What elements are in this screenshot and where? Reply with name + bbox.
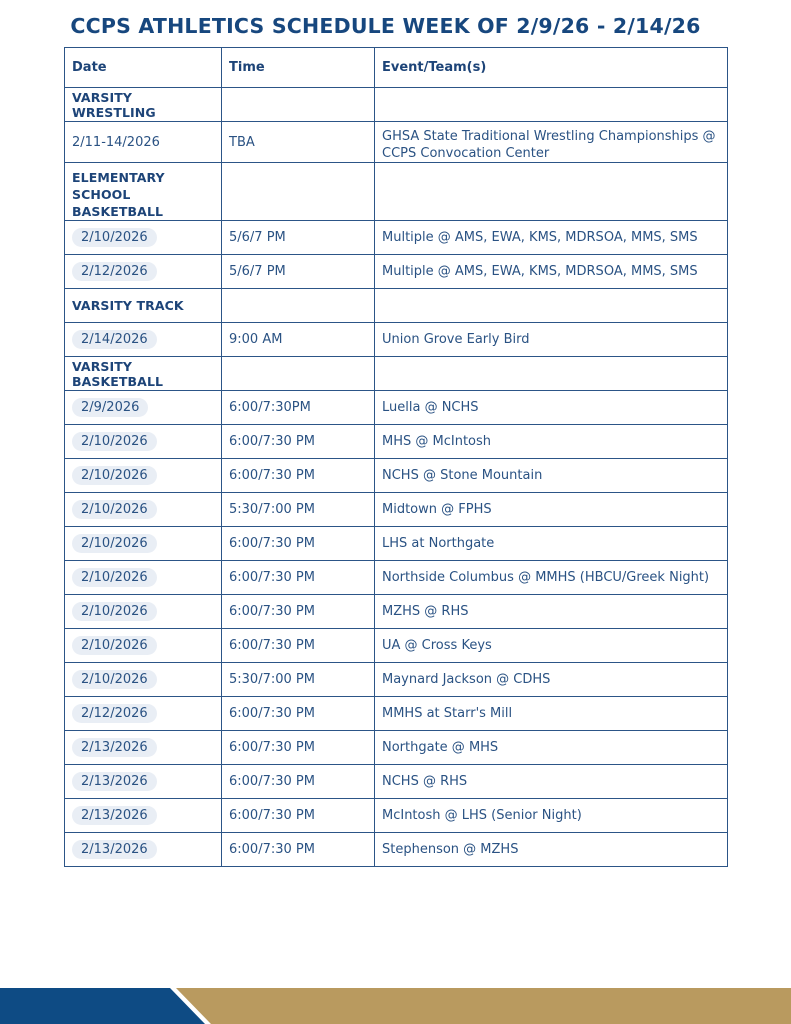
column-header-date: Date: [65, 48, 222, 88]
time-cell: 6:00/7:30 PM: [222, 697, 375, 731]
date-pill: 2/10/2026: [72, 534, 157, 553]
event-cell: McIntosh @ LHS (Senior Night): [375, 799, 728, 833]
date-cell: [65, 663, 222, 697]
date-cell: [65, 221, 222, 255]
time-cell: 6:00/7:30 PM: [222, 629, 375, 663]
date-cell: [65, 731, 222, 765]
event-cell: Luella @ NCHS: [375, 391, 728, 425]
date-pill: 2/13/2026: [72, 806, 157, 825]
event-cell: Maynard Jackson @ CDHS: [375, 663, 728, 697]
event-cell: Midtown @ FPHS: [375, 493, 728, 527]
section-title-line: ELEMENTARY: [72, 170, 165, 185]
time-cell: 6:00/7:30 PM: [222, 799, 375, 833]
empty-cell: [375, 357, 728, 391]
column-header-time: Time: [222, 48, 375, 88]
column-header-event: Event/Team(s): [375, 48, 728, 88]
event-cell: Stephenson @ MZHS: [375, 833, 728, 867]
table-row: [65, 323, 728, 357]
section-title: VARSITY BASKETBALL: [65, 357, 222, 391]
page-title: CCPS ATHLETICS SCHEDULE WEEK OF 2/9/26 - 2/14/26: [70, 14, 701, 38]
date-pill: 2/10/2026: [72, 228, 157, 247]
event-cell: MMHS at Starr's Mill: [375, 697, 728, 731]
table-row: [65, 595, 728, 629]
table-row: [65, 255, 728, 289]
date-pill: 2/10/2026: [72, 670, 157, 689]
schedule-table: [64, 47, 728, 867]
table-row: [65, 765, 728, 799]
table-row: [65, 697, 728, 731]
date-cell: [65, 459, 222, 493]
time-cell: TBA: [222, 122, 375, 163]
date-cell: [65, 765, 222, 799]
date-cell: [65, 833, 222, 867]
date-cell: [65, 629, 222, 663]
time-cell: 6:00/7:30 PM: [222, 765, 375, 799]
date-cell: [65, 527, 222, 561]
section-title: VARSITY WRESTLING: [65, 88, 222, 122]
date-pill: 2/13/2026: [72, 772, 157, 791]
time-cell: 6:00/7:30 PM: [222, 731, 375, 765]
event-cell: Northgate @ MHS: [375, 731, 728, 765]
section-title-line: SCHOOL BASKETBALL: [72, 187, 164, 219]
event-cell: NCHS @ RHS: [375, 765, 728, 799]
table-row: [65, 221, 728, 255]
table-row: [65, 122, 728, 163]
event-cell: MZHS @ RHS: [375, 595, 728, 629]
footer-blue-band: [0, 988, 205, 1024]
section-row-varsity-track: [65, 289, 728, 323]
table-row: [65, 459, 728, 493]
time-cell: 6:00/7:30 PM: [222, 595, 375, 629]
date-pill: 2/10/2026: [72, 500, 157, 519]
date-cell: [65, 561, 222, 595]
time-cell: 5:30/7:00 PM: [222, 663, 375, 697]
date-cell: [65, 493, 222, 527]
table-row: [65, 425, 728, 459]
date-pill: 2/10/2026: [72, 432, 157, 451]
section-row-varsity-wrestling: [65, 88, 728, 122]
table-row: [65, 731, 728, 765]
time-cell: 6:00/7:30 PM: [222, 833, 375, 867]
date-pill: 2/12/2026: [72, 262, 157, 281]
table-row: [65, 493, 728, 527]
time-cell: 5:30/7:00 PM: [222, 493, 375, 527]
event-cell: Multiple @ AMS, EWA, KMS, MDRSOA, MMS, SMS: [375, 255, 728, 289]
time-cell: 5/6/7 PM: [222, 221, 375, 255]
table-row: [65, 663, 728, 697]
table-row: [65, 527, 728, 561]
event-cell: UA @ Cross Keys: [375, 629, 728, 663]
table-header-row: [65, 48, 728, 88]
date-pill: 2/12/2026: [72, 704, 157, 723]
table-row: [65, 833, 728, 867]
table-row: [65, 391, 728, 425]
event-cell: MHS @ McIntosh: [375, 425, 728, 459]
empty-cell: [375, 163, 728, 221]
date-cell: [65, 391, 222, 425]
empty-cell: [222, 163, 375, 221]
empty-cell: [222, 357, 375, 391]
time-cell: 9:00 AM: [222, 323, 375, 357]
empty-cell: [222, 289, 375, 323]
section-title: VARSITY TRACK: [65, 289, 222, 323]
date-pill: 2/14/2026: [72, 330, 157, 349]
section-row-varsity-basketball: [65, 357, 728, 391]
date-pill: 2/10/2026: [72, 466, 157, 485]
time-cell: 5/6/7 PM: [222, 255, 375, 289]
time-cell: 6:00/7:30 PM: [222, 527, 375, 561]
time-cell: 6:00/7:30 PM: [222, 425, 375, 459]
event-cell: NCHS @ Stone Mountain: [375, 459, 728, 493]
date-cell: [65, 595, 222, 629]
time-cell: 6:00/7:30PM: [222, 391, 375, 425]
event-cell: Northside Columbus @ MMHS (HBCU/Greek Night): [375, 561, 728, 595]
date-cell: [65, 425, 222, 459]
table-row: [65, 629, 728, 663]
date-cell: [65, 255, 222, 289]
section-title: [65, 163, 222, 221]
date-pill: 2/13/2026: [72, 738, 157, 757]
event-cell: LHS at Northgate: [375, 527, 728, 561]
event-cell: Union Grove Early Bird: [375, 323, 728, 357]
section-row-elementary-basketball: [65, 163, 728, 221]
date-cell: [65, 697, 222, 731]
date-pill: 2/10/2026: [72, 568, 157, 587]
event-cell: GHSA State Traditional Wrestling Championships @ CCPS Convocation Center: [375, 122, 728, 163]
empty-cell: [222, 88, 375, 122]
date-pill: 2/10/2026: [72, 602, 157, 621]
date-pill: 2/10/2026: [72, 636, 157, 655]
date-pill: 2/9/2026: [72, 398, 148, 417]
empty-cell: [375, 289, 728, 323]
table-row: [65, 799, 728, 833]
date-cell: [65, 323, 222, 357]
time-cell: 6:00/7:30 PM: [222, 561, 375, 595]
empty-cell: [375, 88, 728, 122]
time-cell: 6:00/7:30 PM: [222, 459, 375, 493]
footer-gold-band: [176, 988, 791, 1024]
event-cell: Multiple @ AMS, EWA, KMS, MDRSOA, MMS, SMS: [375, 221, 728, 255]
date-cell: [65, 799, 222, 833]
date-pill: 2/13/2026: [72, 840, 157, 859]
date-cell: 2/11-14/2026: [65, 122, 222, 163]
table-row: [65, 561, 728, 595]
